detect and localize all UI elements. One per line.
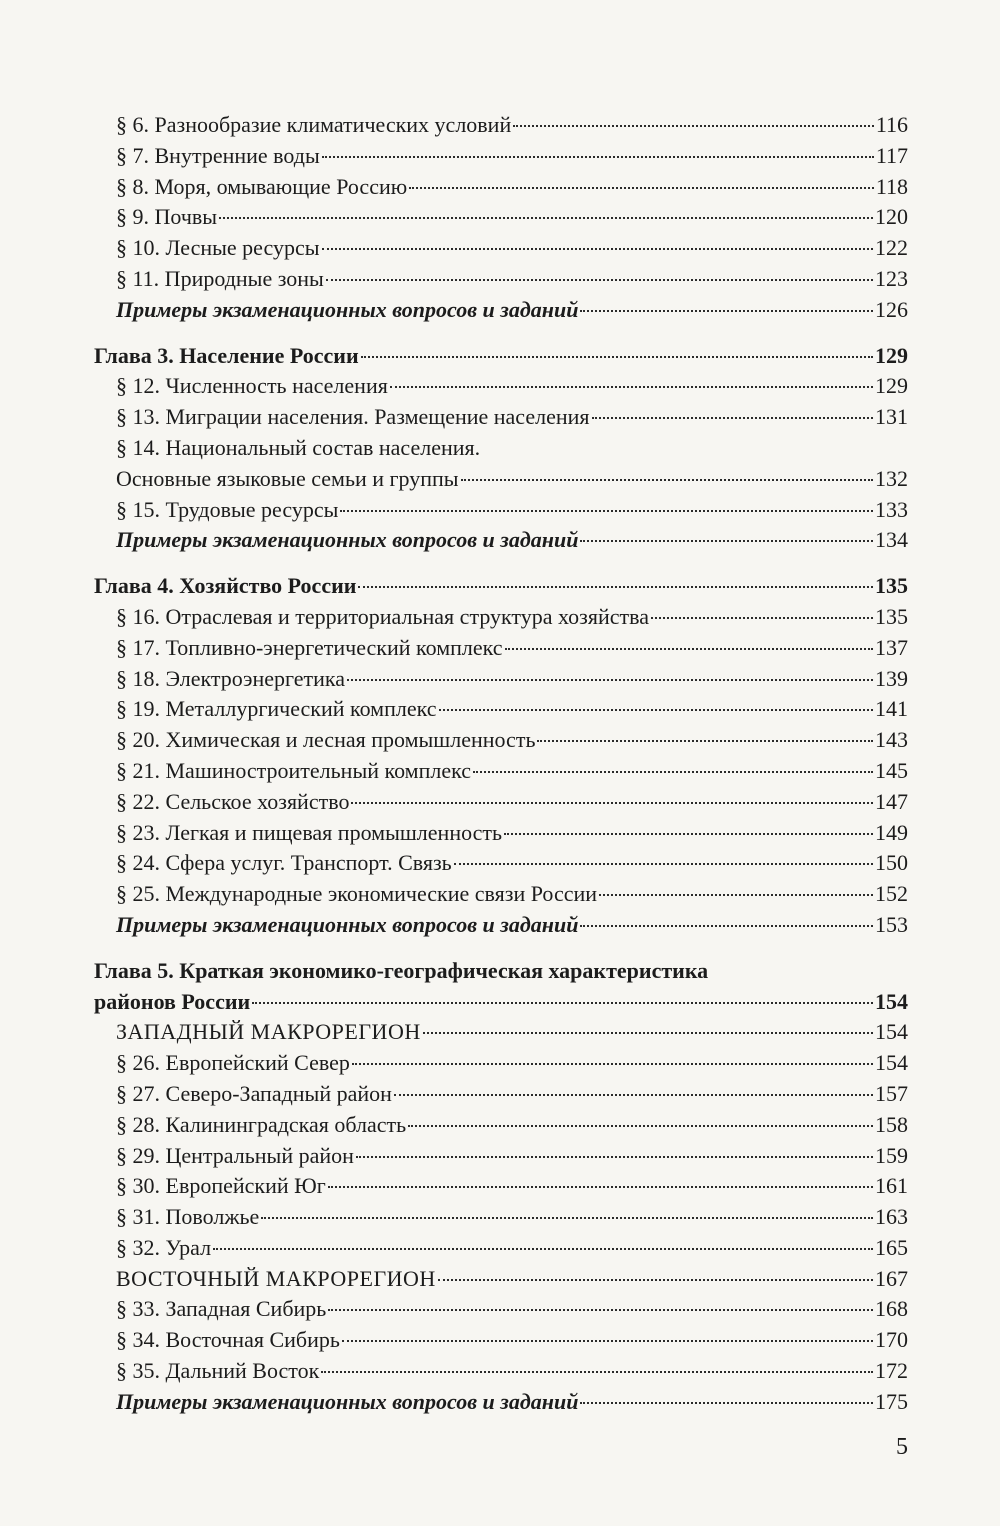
dot-leader xyxy=(261,1216,873,1219)
dot-leader xyxy=(394,1093,873,1096)
toc-entry-page: 122 xyxy=(875,235,908,261)
toc-entry-page: 135 xyxy=(875,573,908,599)
toc-exam-entry[interactable] xyxy=(94,1387,908,1418)
toc-entry-title: § 31. Поволжье xyxy=(116,1204,260,1230)
toc-entry-page: 118 xyxy=(875,173,908,199)
toc-entry-title: § 14. Национальный состав населения. xyxy=(116,434,481,460)
toc-entry-title: ВОСТОЧНЫЙ МАКРОРЕГИОН xyxy=(116,1265,436,1291)
toc-section-entry[interactable] xyxy=(94,602,908,633)
dot-leader xyxy=(537,739,873,742)
dot-leader xyxy=(252,1001,873,1004)
dot-leader xyxy=(592,416,873,419)
toc-section-entry[interactable] xyxy=(94,141,908,172)
toc-section-entry[interactable] xyxy=(94,1141,908,1172)
toc-entry-page: 117 xyxy=(875,142,908,168)
toc-section-entry[interactable] xyxy=(94,464,908,495)
dot-leader xyxy=(423,1031,873,1034)
toc-entry-title: § 28. Калининградская область xyxy=(116,1111,407,1137)
toc-entry-title: § 17. Топливно-энергетический комплекс xyxy=(116,634,503,660)
toc-entry-title: Примеры экзаменационных вопросов и заданий xyxy=(116,527,579,553)
toc-region-entry[interactable] xyxy=(94,1264,908,1295)
toc-entry-title: районов России xyxy=(94,988,251,1014)
dot-leader xyxy=(361,355,873,358)
toc-entry-page: 143 xyxy=(875,727,908,753)
dot-leader xyxy=(351,801,873,804)
dot-leader xyxy=(213,1247,873,1250)
toc-section-entry[interactable] xyxy=(94,725,908,756)
toc-entry-page: 134 xyxy=(875,527,908,553)
toc-section-entry[interactable] xyxy=(94,1079,908,1110)
dot-leader xyxy=(219,216,873,219)
toc-entry-page: 145 xyxy=(875,757,908,783)
dot-leader xyxy=(580,539,873,542)
toc-entry-page: 137 xyxy=(875,634,908,660)
dot-leader xyxy=(322,155,874,158)
toc-entry-page: 129 xyxy=(875,342,908,368)
dot-leader xyxy=(473,770,873,773)
dot-leader xyxy=(409,186,874,189)
dot-leader xyxy=(356,1155,873,1158)
toc-chapter-entry[interactable] xyxy=(94,956,908,987)
toc-entry-title: § 34. Восточная Сибирь xyxy=(116,1327,340,1353)
dot-leader xyxy=(651,616,873,619)
toc-entry-title: § 13. Миграции населения. Размещение населения xyxy=(116,404,590,430)
toc-entry-title: § 21. Машиностроительный комплекс xyxy=(116,757,471,783)
toc-section-entry[interactable] xyxy=(94,1325,908,1356)
chapter-gap xyxy=(94,326,908,341)
toc-section-entry[interactable] xyxy=(94,879,908,910)
page-number: 5 xyxy=(896,1434,908,1460)
dot-leader xyxy=(580,1401,873,1404)
toc-entry-title: § 7. Внутренние воды xyxy=(116,142,320,168)
toc-entry-title: § 20. Химическая и лесная промышленность xyxy=(116,727,536,753)
dot-leader xyxy=(326,278,873,281)
toc-entry-title: § 19. Металлургический комплекс xyxy=(116,696,437,722)
dot-leader xyxy=(599,893,873,896)
toc-section-entry[interactable] xyxy=(94,633,908,664)
dot-leader xyxy=(505,647,873,650)
toc-chapter-entry[interactable] xyxy=(94,987,908,1018)
dot-leader xyxy=(390,385,873,388)
toc-entry-page: 123 xyxy=(875,265,908,291)
dot-leader xyxy=(347,678,873,681)
toc-section-entry[interactable] xyxy=(94,1110,908,1141)
toc-section-entry[interactable] xyxy=(94,1233,908,1264)
toc-entry-page: 147 xyxy=(875,788,908,814)
toc-entry-page: 152 xyxy=(875,881,908,907)
toc-entry-title: Основные языковые семьи и группы xyxy=(116,465,459,491)
toc-entry-page: 163 xyxy=(875,1204,908,1230)
toc-exam-entry[interactable] xyxy=(94,910,908,941)
toc-section-entry[interactable] xyxy=(94,172,908,203)
dot-leader xyxy=(408,1124,873,1127)
toc-section-entry[interactable] xyxy=(94,1294,908,1325)
toc-entry-title: § 25. Международные экономические связи России xyxy=(116,881,598,907)
toc-section-entry[interactable] xyxy=(94,264,908,295)
toc-entry-page: 135 xyxy=(875,603,908,629)
toc-section-entry[interactable] xyxy=(94,433,908,464)
toc-entry-title: § 16. Отраслевая и территориальная структура хозяйства xyxy=(116,603,650,629)
toc-entry-title: § 24. Сфера услуг. Транспорт. Связь xyxy=(116,850,452,876)
toc-entry-page: 168 xyxy=(875,1296,908,1322)
toc-entry-title: Глава 5. Краткая экономико-географическая характеристика xyxy=(94,957,709,983)
toc-section-entry[interactable] xyxy=(94,1356,908,1387)
chapter-gap xyxy=(94,941,908,956)
toc-entry-title: § 33. Западная Сибирь xyxy=(116,1296,327,1322)
chapter-gap xyxy=(94,556,908,571)
toc-entry-page: 154 xyxy=(875,988,908,1014)
toc-entry-title: § 32. Урал xyxy=(116,1234,212,1260)
toc-entry-page: 116 xyxy=(875,112,908,137)
toc-section-entry[interactable] xyxy=(94,371,908,402)
toc-section-entry[interactable] xyxy=(94,848,908,879)
toc-exam-entry[interactable] xyxy=(94,295,908,326)
toc-entry-page: 139 xyxy=(875,665,908,691)
dot-leader xyxy=(328,1308,873,1311)
toc-entry-title: § 27. Северо-Западный район xyxy=(116,1080,392,1106)
toc-section-entry[interactable] xyxy=(94,110,908,141)
toc-entry-title: § 6. Разнообразие климатических условий xyxy=(116,112,512,137)
toc-entry-title: § 30. Европейский Юг xyxy=(116,1173,326,1199)
toc-entry-title: Примеры экзаменационных вопросов и заданий xyxy=(116,911,579,937)
toc-section-entry[interactable] xyxy=(94,402,908,433)
toc-entry-title: § 18. Электроэнергетика xyxy=(116,665,346,691)
toc-entry-title: § 35. Дальний Восток xyxy=(116,1358,320,1384)
toc-entry-page: 172 xyxy=(875,1358,908,1384)
dot-leader xyxy=(358,585,873,588)
toc-chapter-entry[interactable] xyxy=(94,571,908,602)
dot-leader xyxy=(513,124,874,127)
toc-entry-page: 157 xyxy=(875,1080,908,1106)
toc-section-entry[interactable] xyxy=(94,818,908,849)
toc-entry-title: Примеры экзаменационных вопросов и заданий xyxy=(116,1388,579,1414)
toc-entry-page: 170 xyxy=(875,1327,908,1353)
dot-leader xyxy=(461,478,873,481)
toc-chapter-entry[interactable] xyxy=(94,341,908,372)
toc-entry-title: § 23. Легкая и пищевая промышленность xyxy=(116,819,503,845)
toc-entry-page: 167 xyxy=(875,1265,908,1291)
toc-section-entry[interactable] xyxy=(94,1202,908,1233)
toc-entry-page: 133 xyxy=(875,496,908,522)
dot-leader xyxy=(321,1370,873,1373)
toc-exam-entry[interactable] xyxy=(94,525,908,556)
dot-leader xyxy=(340,509,873,512)
toc-entry-page: 131 xyxy=(875,404,908,430)
dot-leader xyxy=(454,862,873,865)
toc-region-entry[interactable] xyxy=(94,1017,908,1048)
toc-entry-title: § 12. Численность населения xyxy=(116,373,388,399)
dot-leader xyxy=(580,309,873,312)
toc-entry-page: 141 xyxy=(875,696,908,722)
toc-entry-page: 132 xyxy=(875,465,908,491)
toc-entry-title: § 29. Центральный район xyxy=(116,1142,354,1168)
dot-leader xyxy=(439,708,873,711)
toc-section-entry[interactable] xyxy=(94,495,908,526)
toc-section-entry[interactable] xyxy=(94,756,908,787)
toc-entry-title: ЗАПАДНЫЙ МАКРОРЕГИОН xyxy=(116,1019,421,1045)
table-of-contents xyxy=(94,110,908,1418)
toc-entry-page: 120 xyxy=(875,204,908,230)
toc-entry-page: 150 xyxy=(875,850,908,876)
toc-entry-page: 126 xyxy=(875,296,908,322)
toc-entry-title: Глава 3. Население России xyxy=(94,342,359,368)
toc-section-entry[interactable] xyxy=(94,664,908,695)
toc-entry-page: 154 xyxy=(875,1019,908,1045)
toc-entry-page: 161 xyxy=(875,1173,908,1199)
toc-entry-page: 175 xyxy=(875,1388,908,1414)
toc-entry-title: § 15. Трудовые ресурсы xyxy=(116,496,339,522)
toc-section-entry[interactable] xyxy=(94,1048,908,1079)
toc-entry-title: § 10. Лесные ресурсы xyxy=(116,235,320,261)
toc-entry-title: Примеры экзаменационных вопросов и заданий xyxy=(116,296,579,322)
toc-entry-title: § 22. Сельское хозяйство xyxy=(116,788,350,814)
toc-entry-title: § 11. Природные зоны xyxy=(116,265,324,291)
toc-section-entry[interactable] xyxy=(94,202,908,233)
toc-entry-page: 129 xyxy=(875,373,908,399)
dot-leader xyxy=(342,1339,873,1342)
toc-entry-title: § 8. Моря, омывающие Россию xyxy=(116,173,408,199)
dot-leader xyxy=(328,1185,873,1188)
dot-leader xyxy=(322,247,874,250)
toc-entry-page: 153 xyxy=(875,911,908,937)
dot-leader xyxy=(504,832,873,835)
dot-leader xyxy=(438,1278,873,1281)
toc-entry-page: 149 xyxy=(875,819,908,845)
toc-entry-page: 158 xyxy=(875,1111,908,1137)
toc-entry-title: Глава 4. Хозяйство России xyxy=(94,573,357,599)
toc-entry-page: 159 xyxy=(875,1142,908,1168)
toc-entry-title: § 26. Европейский Север xyxy=(116,1050,350,1076)
toc-section-entry[interactable] xyxy=(94,233,908,264)
toc-entry-title: § 9. Почвы xyxy=(116,204,218,230)
toc-entry-page: 154 xyxy=(875,1050,908,1076)
toc-entry-page: 165 xyxy=(875,1234,908,1260)
dot-leader xyxy=(580,924,873,927)
toc-section-entry[interactable] xyxy=(94,1171,908,1202)
dot-leader xyxy=(352,1062,873,1065)
toc-section-entry[interactable] xyxy=(94,787,908,818)
toc-section-entry[interactable] xyxy=(94,694,908,725)
